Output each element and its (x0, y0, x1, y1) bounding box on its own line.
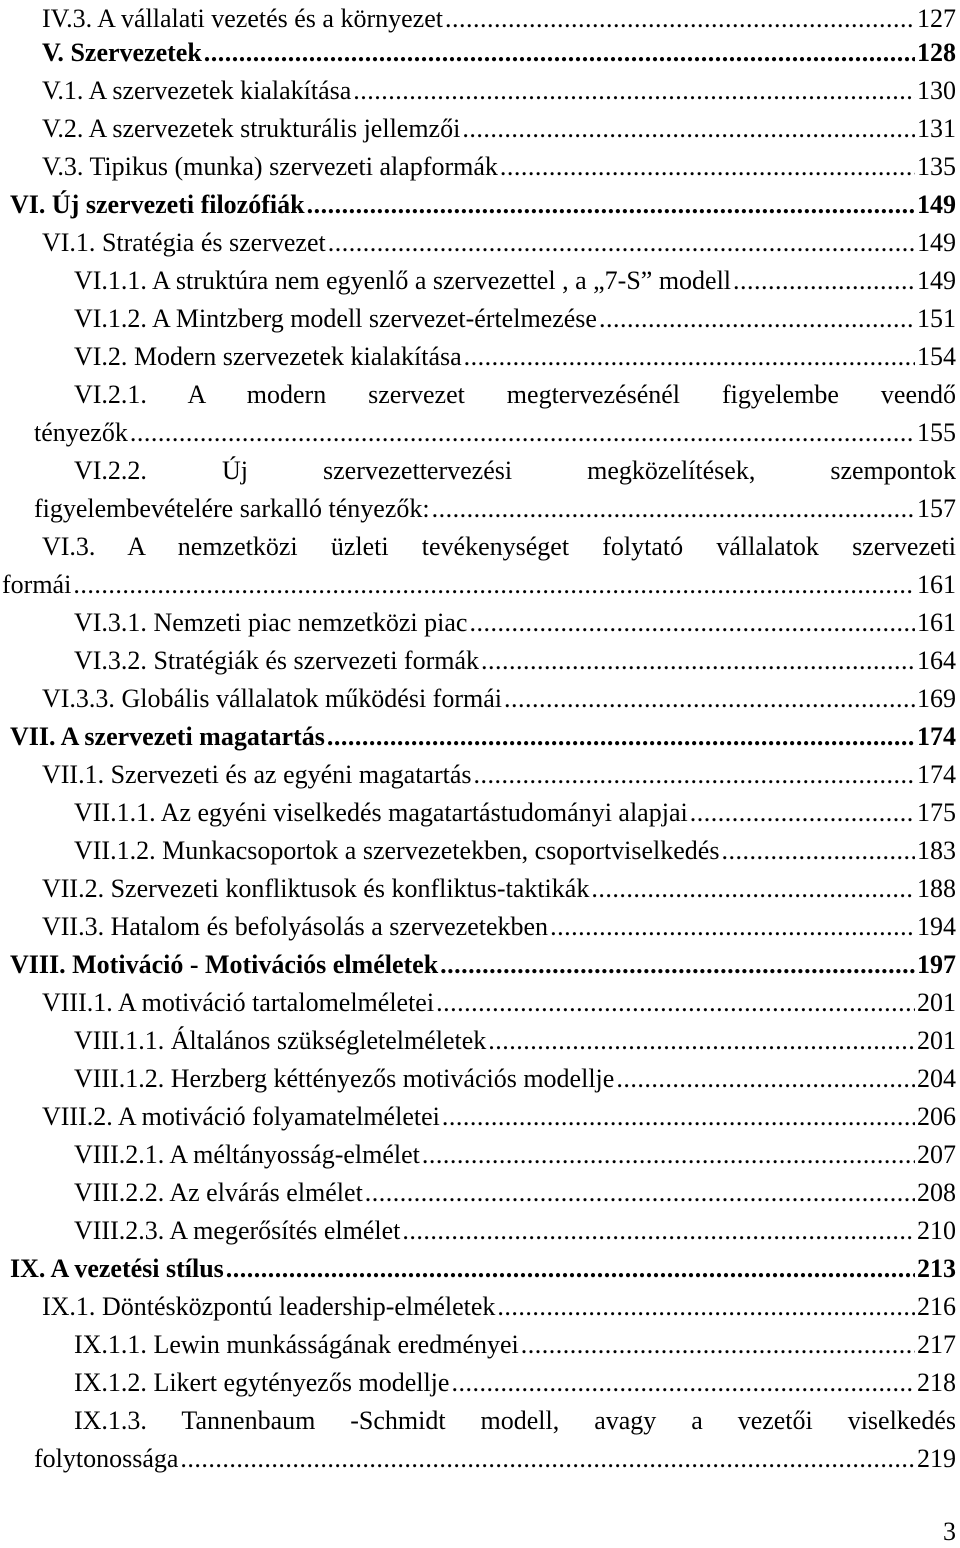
dot-leader (488, 1022, 915, 1060)
toc-number: IX.1.2. (74, 1368, 147, 1397)
dot-leader (402, 1212, 915, 1250)
toc-title: A méltányosság-elmélet (169, 1140, 420, 1169)
toc-number: VI.2. (74, 342, 128, 371)
toc-title: A vállalati vezetés és a környezet (97, 4, 443, 33)
dot-leader (365, 1174, 915, 1212)
toc-title: A szervezetek kialakítása (88, 76, 352, 105)
toc-number: VII.1.2. (74, 836, 156, 865)
toc-page: 149 (917, 190, 956, 219)
toc-page: 161 (917, 570, 956, 599)
toc-title: Általános szükségletelméletek (170, 1026, 487, 1055)
dot-leader (440, 946, 915, 984)
dot-leader (497, 1288, 915, 1326)
toc-page: 217 (917, 1330, 956, 1359)
toc-number: VII.1.1. (74, 798, 156, 827)
toc-title: Lewin munkásságának eredményei (153, 1330, 519, 1359)
toc-page: 135 (917, 152, 956, 181)
toc-page: 151 (917, 304, 956, 333)
toc-page: 197 (917, 950, 956, 979)
dot-leader (690, 794, 915, 832)
toc-page: 174 (917, 722, 956, 751)
dot-leader (130, 414, 915, 452)
toc-number: VI.3.2. (74, 646, 147, 675)
toc-page: 155 (917, 418, 956, 447)
toc-number: VIII.1.2. (74, 1064, 165, 1093)
dot-leader (464, 338, 915, 376)
dot-leader (474, 756, 915, 794)
toc-number: IX. (10, 1254, 46, 1283)
toc-page: 218 (917, 1368, 956, 1397)
toc-title: Szervezeti és az egyéni magatartás (110, 760, 472, 789)
toc-number: VI.1. (42, 228, 96, 257)
dot-leader (733, 262, 915, 300)
toc-number: VII. (10, 722, 56, 751)
toc-number: VII.3. (42, 912, 105, 941)
toc-title: Hatalom és befolyásolás a szervezetekben (110, 912, 549, 941)
toc-page: 219 (917, 1444, 956, 1473)
toc-title-continuation: figyelembevételére sarkalló tényezők: (34, 494, 430, 523)
dot-leader (504, 680, 915, 718)
toc-page: 208 (917, 1178, 956, 1207)
dot-leader (469, 604, 915, 642)
toc-page: 174 (917, 760, 956, 789)
toc-page: 194 (917, 912, 956, 941)
toc-page: 210 (917, 1216, 956, 1245)
toc-title: Modern szervezetek kialakítása (133, 342, 462, 371)
toc-title: Tipikus (munka) szervezeti alapformák (89, 152, 498, 181)
toc-number: V. (42, 38, 64, 67)
toc-number: VI.2.1. (74, 380, 147, 409)
toc-title-continuation: tényezők (34, 418, 128, 447)
dot-leader (500, 148, 915, 186)
toc-number: VII.2. (42, 874, 105, 903)
toc-number: V.2. (42, 114, 84, 143)
toc-page: 183 (917, 836, 956, 865)
toc-page: 169 (917, 684, 956, 713)
toc-title: Motiváció - Motivációs elméletek (72, 950, 439, 979)
toc-number: VIII.2.2. (74, 1178, 165, 1207)
toc-title-continuation: formái (2, 570, 72, 599)
dot-leader (73, 566, 915, 604)
dot-leader (721, 832, 915, 870)
toc-title: Tannenbaum -Schmidt modell, avagy a vezetői viselkedés (181, 1406, 957, 1435)
toc-page: 128 (917, 38, 956, 67)
toc-title: Stratégia és szervezet (101, 228, 326, 257)
toc-title: A modern szervezet megtervezésénél figyelembe veendő (187, 380, 956, 409)
toc-title: A struktúra nem egyenlő a szervezettel , a „7-S” modell (152, 266, 732, 295)
dot-leader (180, 1440, 915, 1478)
toc-title-continuation: folytonossága (34, 1444, 179, 1473)
dot-leader (521, 1326, 915, 1364)
toc-number: VIII. (10, 950, 66, 979)
toc-number: IX.1. (42, 1292, 96, 1321)
toc-number: IX.1.3. (74, 1406, 147, 1435)
dot-leader (442, 1098, 915, 1136)
toc-number: VI.1.1. (74, 266, 147, 295)
dot-leader (328, 224, 915, 262)
toc-title: Új szervezeti filozófiák (51, 190, 305, 219)
toc-title: A szervezetek strukturális jellemzői (88, 114, 461, 143)
toc-page: 149 (917, 266, 956, 295)
toc-title: Új szervezettervezési megközelítések, szempontok (221, 456, 956, 485)
toc-page: 154 (917, 342, 956, 371)
toc-title: Döntésközpontú leadership-elméletek (101, 1292, 496, 1321)
dot-leader (436, 984, 915, 1022)
toc-title: Likert egytényezős modellje (153, 1368, 450, 1397)
toc-number: VII.1. (42, 760, 105, 789)
toc-page: 157 (917, 494, 956, 523)
toc-title: A nemzetközi üzleti tevékenységet folytató vállalatok szervezeti (127, 532, 956, 561)
toc-page: 188 (917, 874, 956, 903)
toc-number: VI.3.3. (42, 684, 115, 713)
dot-leader (307, 186, 915, 224)
dot-leader (204, 34, 915, 72)
dot-leader (462, 110, 915, 148)
toc-title: Munkacsoportok a szervezetekben, csoportviselkedés (162, 836, 720, 865)
toc-page: 201 (917, 988, 956, 1017)
toc-title: A motiváció tartalomelméletei (117, 988, 435, 1017)
dot-leader (445, 0, 915, 38)
toc-page: 164 (917, 646, 956, 675)
toc-number: VIII.2.3. (74, 1216, 165, 1245)
dot-leader (616, 1060, 915, 1098)
dot-leader (422, 1136, 915, 1174)
toc-page: 207 (917, 1140, 956, 1169)
toc-page: 213 (917, 1254, 956, 1283)
toc-number: VIII.2. (42, 1102, 113, 1131)
toc-page: 216 (917, 1292, 956, 1321)
toc-page: 131 (917, 114, 956, 143)
dot-leader (591, 870, 915, 908)
dot-leader (599, 300, 915, 338)
toc-title: Globális vállalatok működési formái (121, 684, 502, 713)
toc-title: A megerősítés elmélet (169, 1216, 401, 1245)
dot-leader (432, 490, 915, 528)
toc-number: VIII.1. (42, 988, 113, 1017)
toc-page: 127 (917, 4, 956, 33)
toc-page: 130 (917, 76, 956, 105)
dot-leader (327, 718, 915, 756)
toc-title: A Mintzberg modell szervezet-értelmezése (152, 304, 597, 333)
toc-title: Szervezeti konfliktusok és konfliktus-taktikák (110, 874, 590, 903)
dot-leader (550, 908, 915, 946)
toc-page: 201 (917, 1026, 956, 1055)
toc-number: IX.1.1. (74, 1330, 147, 1359)
toc-number: IV.3. (42, 4, 93, 33)
toc-title: Az elvárás elmélet (169, 1178, 363, 1207)
toc-number: VI.2.2. (74, 456, 147, 485)
toc-page: 204 (917, 1064, 956, 1093)
toc-number: VI.3. (42, 532, 96, 561)
page-number: 3 (943, 1517, 956, 1546)
toc-title: A motiváció folyamatelméletei (117, 1102, 440, 1131)
toc-title: Stratégiák és szervezeti formák (153, 646, 480, 675)
toc-page: 175 (917, 798, 956, 827)
toc-number: V.3. (42, 152, 84, 181)
toc-number: VIII.2.1. (74, 1140, 165, 1169)
dot-leader (481, 642, 915, 680)
toc-number: VI. (10, 190, 46, 219)
toc-page: 206 (917, 1102, 956, 1131)
toc-title: A szervezeti magatartás (60, 722, 325, 751)
toc-page: 161 (917, 608, 956, 637)
toc-title: Nemzeti piac nemzetközi piac (153, 608, 468, 637)
dot-leader (353, 72, 915, 110)
toc-page: 149 (917, 228, 956, 257)
toc-title: Szervezetek (70, 38, 202, 67)
toc-title: Herzberg kéttényezős motivációs modellje (170, 1064, 615, 1093)
toc-number: VIII.1.1. (74, 1026, 165, 1055)
dot-leader (451, 1364, 915, 1402)
toc-title: A vezetési stílus (50, 1254, 224, 1283)
toc-title: Az egyéni viselkedés magatartástudományi alapjai (160, 798, 688, 827)
toc-number: VI.1.2. (74, 304, 147, 333)
dot-leader (226, 1250, 915, 1288)
toc-number: V.1. (42, 76, 84, 105)
toc-number: VI.3.1. (74, 608, 147, 637)
